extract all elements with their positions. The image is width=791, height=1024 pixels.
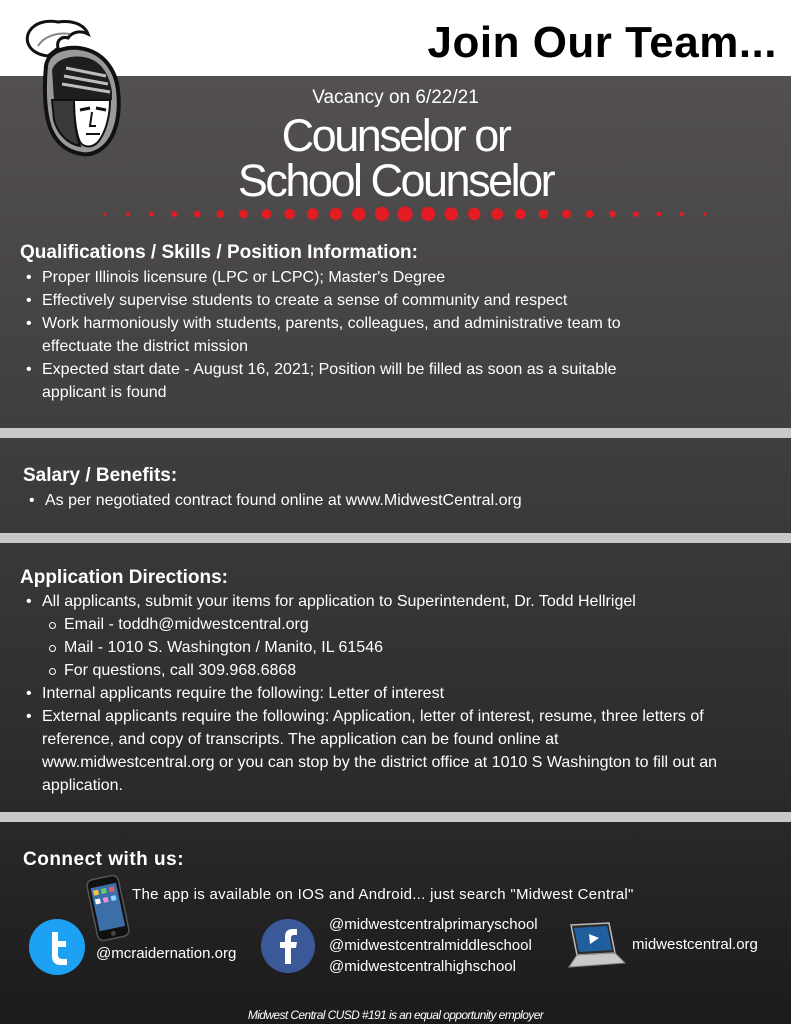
qualifications-heading: Qualifications / Skills / Position Information:	[20, 242, 418, 263]
phone-icon	[80, 873, 136, 943]
list-item: • As per negotiated contract found online at www.MidwestCentral.org	[23, 489, 743, 512]
twitter-handle[interactable]: @mcraidernation.org	[96, 945, 237, 962]
decorative-dot	[194, 211, 201, 218]
section-divider	[0, 812, 791, 822]
decorative-dot	[217, 210, 225, 218]
decorative-dot	[586, 210, 594, 218]
decorative-dot	[397, 206, 412, 221]
decorative-dot	[352, 207, 365, 220]
position-title-line2: School Counselor	[237, 155, 554, 206]
list-item: • Expected start date - August 16, 2021; Position will be filled as soon as a suitable applicant is found	[20, 358, 682, 404]
decorative-dot	[284, 209, 295, 220]
sub-list-item: For questions, call 309.968.6868	[42, 659, 730, 682]
decorative-dot	[330, 208, 342, 220]
facebook-icon[interactable]	[260, 918, 316, 974]
decorative-dot	[562, 210, 571, 219]
decorative-dot	[307, 208, 319, 220]
website-link[interactable]: midwestcentral.org	[632, 936, 758, 953]
facebook-page-link[interactable]: @midwestcentralhighschool	[329, 958, 516, 975]
decorative-dot	[421, 207, 435, 221]
facebook-page-link[interactable]: @midwestcentralmiddleschool	[329, 937, 532, 954]
list-item: • Effectively supervise students to create a sense of community and respect	[20, 289, 740, 312]
list-item: • External applicants require the following: Application, letter of interest, resume, three letters of reference, and copy of transcripts. The application can be found online at www.midwestcentral.org or you can stop by the district office at 1010 S Washington to fill out an application.	[20, 705, 727, 797]
decorative-dot	[633, 211, 639, 217]
application-list	[20, 590, 730, 797]
facebook-pages	[329, 914, 538, 977]
position-title-line1: Counselor or	[281, 110, 510, 161]
decorative-dot-divider	[95, 204, 715, 224]
headline: Join Our Team...	[427, 18, 777, 67]
laptop-icon	[565, 921, 627, 973]
twitter-icon[interactable]	[28, 918, 86, 976]
decorative-dot	[149, 212, 154, 217]
qualifications-list	[20, 266, 740, 404]
list-item: • Work harmoniously with students, parents, colleagues, and administrative team to effectuate the district mission	[20, 312, 682, 358]
decorative-dot	[445, 207, 458, 220]
equal-opportunity-footer: Midwest Central CUSD #191 is an equal opportunity employer	[247, 1008, 544, 1022]
application-heading: Application Directions:	[20, 567, 228, 588]
facebook-page-link[interactable]: @midwestcentralprimaryschool	[329, 916, 538, 933]
section-divider	[0, 428, 791, 438]
list-item: • Internal applicants require the following: Letter of interest	[20, 682, 730, 705]
list-item	[20, 590, 730, 682]
vacancy-date: Vacancy on 6/22/21	[312, 87, 479, 108]
sub-list-item: Email - toddh@midwestcentral.org	[42, 613, 730, 636]
decorative-dot	[515, 209, 526, 220]
decorative-dot	[126, 212, 130, 216]
section-divider	[0, 533, 791, 543]
list-item: • Proper Illinois licensure (LPC or LCPC); Master's Degree	[20, 266, 740, 289]
decorative-dot	[609, 211, 616, 218]
decorative-dot	[239, 210, 248, 219]
decorative-dot	[656, 212, 661, 217]
salary-heading: Salary / Benefits:	[23, 465, 178, 486]
salary-list	[23, 489, 743, 512]
decorative-dot	[103, 212, 106, 215]
decorative-dot	[492, 208, 504, 220]
connect-heading: Connect with us:	[23, 849, 185, 870]
decorative-dot	[262, 209, 272, 219]
decorative-dot	[680, 212, 684, 216]
decorative-dot	[703, 212, 706, 215]
sub-list-item: Mail - 1010 S. Washington / Manito, IL 61546	[42, 636, 730, 659]
decorative-dot	[468, 208, 480, 220]
list-item-text: All applicants, submit your items for application to Superintendent, Dr. Todd Hellrigel	[42, 593, 636, 610]
decorative-dot	[539, 209, 549, 219]
contact-sublist	[42, 613, 730, 682]
decorative-dot	[375, 207, 389, 221]
app-availability-text: The app is available on IOS and Android... just search "Midwest Central"	[132, 886, 634, 903]
decorative-dot	[171, 211, 177, 217]
